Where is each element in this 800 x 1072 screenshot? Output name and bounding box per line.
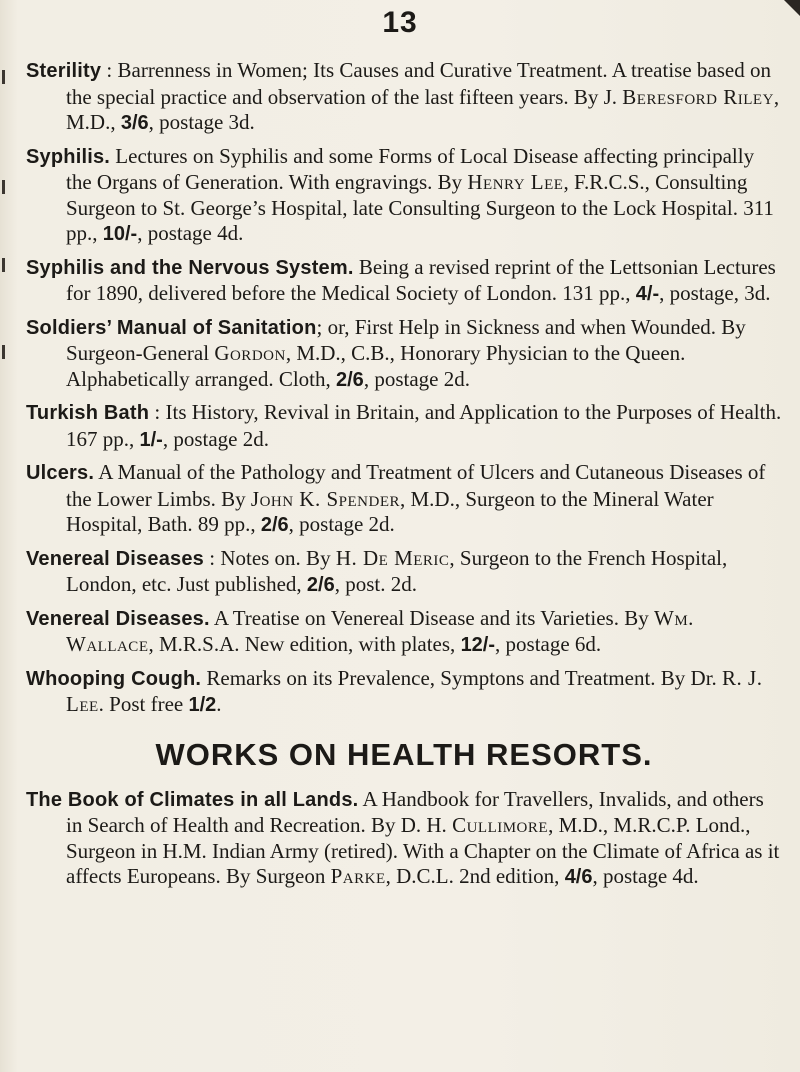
entry-price: 2/6 (336, 368, 364, 391)
entry-text: , Surgeon to the French Hospital, London, etc. Just published, (66, 545, 728, 596)
entry-text: : Barrenness in Women; Its Causes and Curative Treatment. A treatise based on the special practice and observation of the last fifteen years. By J. (66, 58, 771, 109)
entry-heading: Venereal Diseases. (26, 607, 210, 630)
entry-author: H. De Meric (335, 545, 450, 570)
entry-text: Being a revised reprint of the Lettsonian Lectures for 1890, delivered before the Medical Society of London. 131 pp., (66, 254, 776, 305)
entry-text: , D.C.L. 2nd edition, (385, 864, 565, 888)
catalogue-entry (26, 666, 782, 719)
entry-heading: Turkish Bath (26, 402, 150, 424)
catalogue-entry (26, 315, 782, 394)
entry-text: . Post free (98, 692, 189, 716)
entry-author: Beresford Riley (622, 84, 774, 109)
entry-price: 12/- (460, 634, 496, 656)
entry-author: Cullimore (452, 813, 549, 837)
entry-text: , postage, 3d. (659, 281, 771, 305)
catalogue-entry (26, 400, 782, 453)
entry-heading: Sterility (26, 60, 102, 82)
entry-text: , F.R.C.S., Consulting Surgeon to St. George’s Hospital, late Consulting Surgeon to the Lock Hospital. 311 pp., (66, 170, 774, 245)
entry-price: 3/6 (120, 112, 149, 134)
binding-mark (2, 180, 5, 194)
page-number: 13 (382, 6, 418, 39)
entry-text: , postage 2d. (288, 512, 395, 536)
catalogue-entry (26, 546, 782, 599)
catalogue-entry (26, 58, 782, 137)
entry-text: , postage 4d. (137, 221, 244, 245)
catalogue-entry (26, 787, 782, 891)
entry-text: , M.D., C.B., Honorary Physician to the Queen. Alphabetically arranged. Cloth, (66, 341, 686, 391)
binding-mark (2, 345, 5, 359)
entry-price: 10/- (102, 223, 138, 245)
entry-heading: Venereal Diseases (26, 547, 204, 570)
entry-heading: Syphilis. (26, 145, 111, 168)
entry-heading: Syphilis and the Nervous System. (26, 256, 354, 279)
entry-author: R. J. Lee (66, 665, 763, 716)
entry-text: , postage 4d. (592, 864, 699, 888)
entry-text: , postage 2d. (162, 426, 269, 451)
entry-text: : Its History, Revival in Britain, and Application to the Purposes of Health. 167 pp., (66, 400, 782, 451)
entry-text: , postage 2d. (363, 366, 470, 391)
entry-author: Parke (330, 864, 386, 888)
entry-author: Gordon (214, 341, 286, 365)
entry-heading: Ulcers. (26, 462, 95, 484)
entry-text: A Treatise on Venereal Disease and its Varieties. By (209, 605, 654, 630)
entry-price: 4/6 (564, 866, 593, 888)
entry-price: 4/- (635, 283, 660, 305)
catalogue-entry (26, 255, 782, 308)
entry-text: ; or, First Help in Sickness and when Wounded. By Surgeon-General (66, 314, 746, 365)
catalogue-entry (26, 606, 782, 659)
entry-price: 2/6 (260, 514, 289, 536)
binding-mark (2, 258, 5, 272)
entry-text: . (216, 692, 222, 716)
entry-price: 1/- (139, 428, 163, 451)
entry-text: A Handbook for Travellers, Invalids, and others in Search of Health and Recreation. By D. H. (66, 786, 764, 837)
entry-heading: The Book of Climates in all Lands. (26, 788, 359, 811)
entry-heading: Whooping Cough. (26, 667, 202, 690)
entry-text: , postage 6d. (495, 632, 602, 656)
section-heading: WORKS ON HEALTH RESORTS. (155, 736, 653, 772)
catalogue-entry (26, 460, 782, 539)
entry-text: , M.R.S.A. New edition, with plates, (148, 632, 461, 656)
entry-text: , postage 3d. (148, 110, 255, 134)
binding-mark (2, 70, 5, 84)
entry-author: Wm. Wallace (66, 605, 694, 656)
entry-text: , post. 2d. (334, 572, 417, 596)
entry-text: A Manual of the Pathology and Treatment of Ulcers and Cutaneous Diseases of the Lower Limbs. By (66, 460, 766, 511)
entry-text: Lectures on Syphilis and some Forms of Local Disease affecting principally the Organs of Generation. With engravings. By (66, 143, 755, 194)
entry-author: Henry Lee (467, 170, 564, 194)
entry-price: 1/2 (188, 694, 217, 716)
entry-text: : Notes on. By (203, 545, 336, 570)
entry-text: , M.D., (66, 84, 780, 134)
catalogue-entry (26, 144, 782, 248)
entry-heading: Soldiers’ Manual of Sanitation (26, 316, 317, 339)
entry-author: John K. Spender (250, 486, 400, 511)
entry-price: 2/6 (306, 574, 335, 596)
catalogue-entries (26, 58, 782, 898)
entry-text: Remarks on its Prevalence, Symptons and Treatment. By Dr. (201, 665, 723, 690)
entry-text: , M.D., M.R.C.P. Lond., Surgeon in H.M. Indian Army (retired). With a Chapter on the Climate of Africa as it affects Europeans. By Surgeon (66, 813, 780, 888)
entry-text: , M.D., Surgeon to the Mineral Water Hospital, Bath. 89 pp., (66, 486, 714, 536)
